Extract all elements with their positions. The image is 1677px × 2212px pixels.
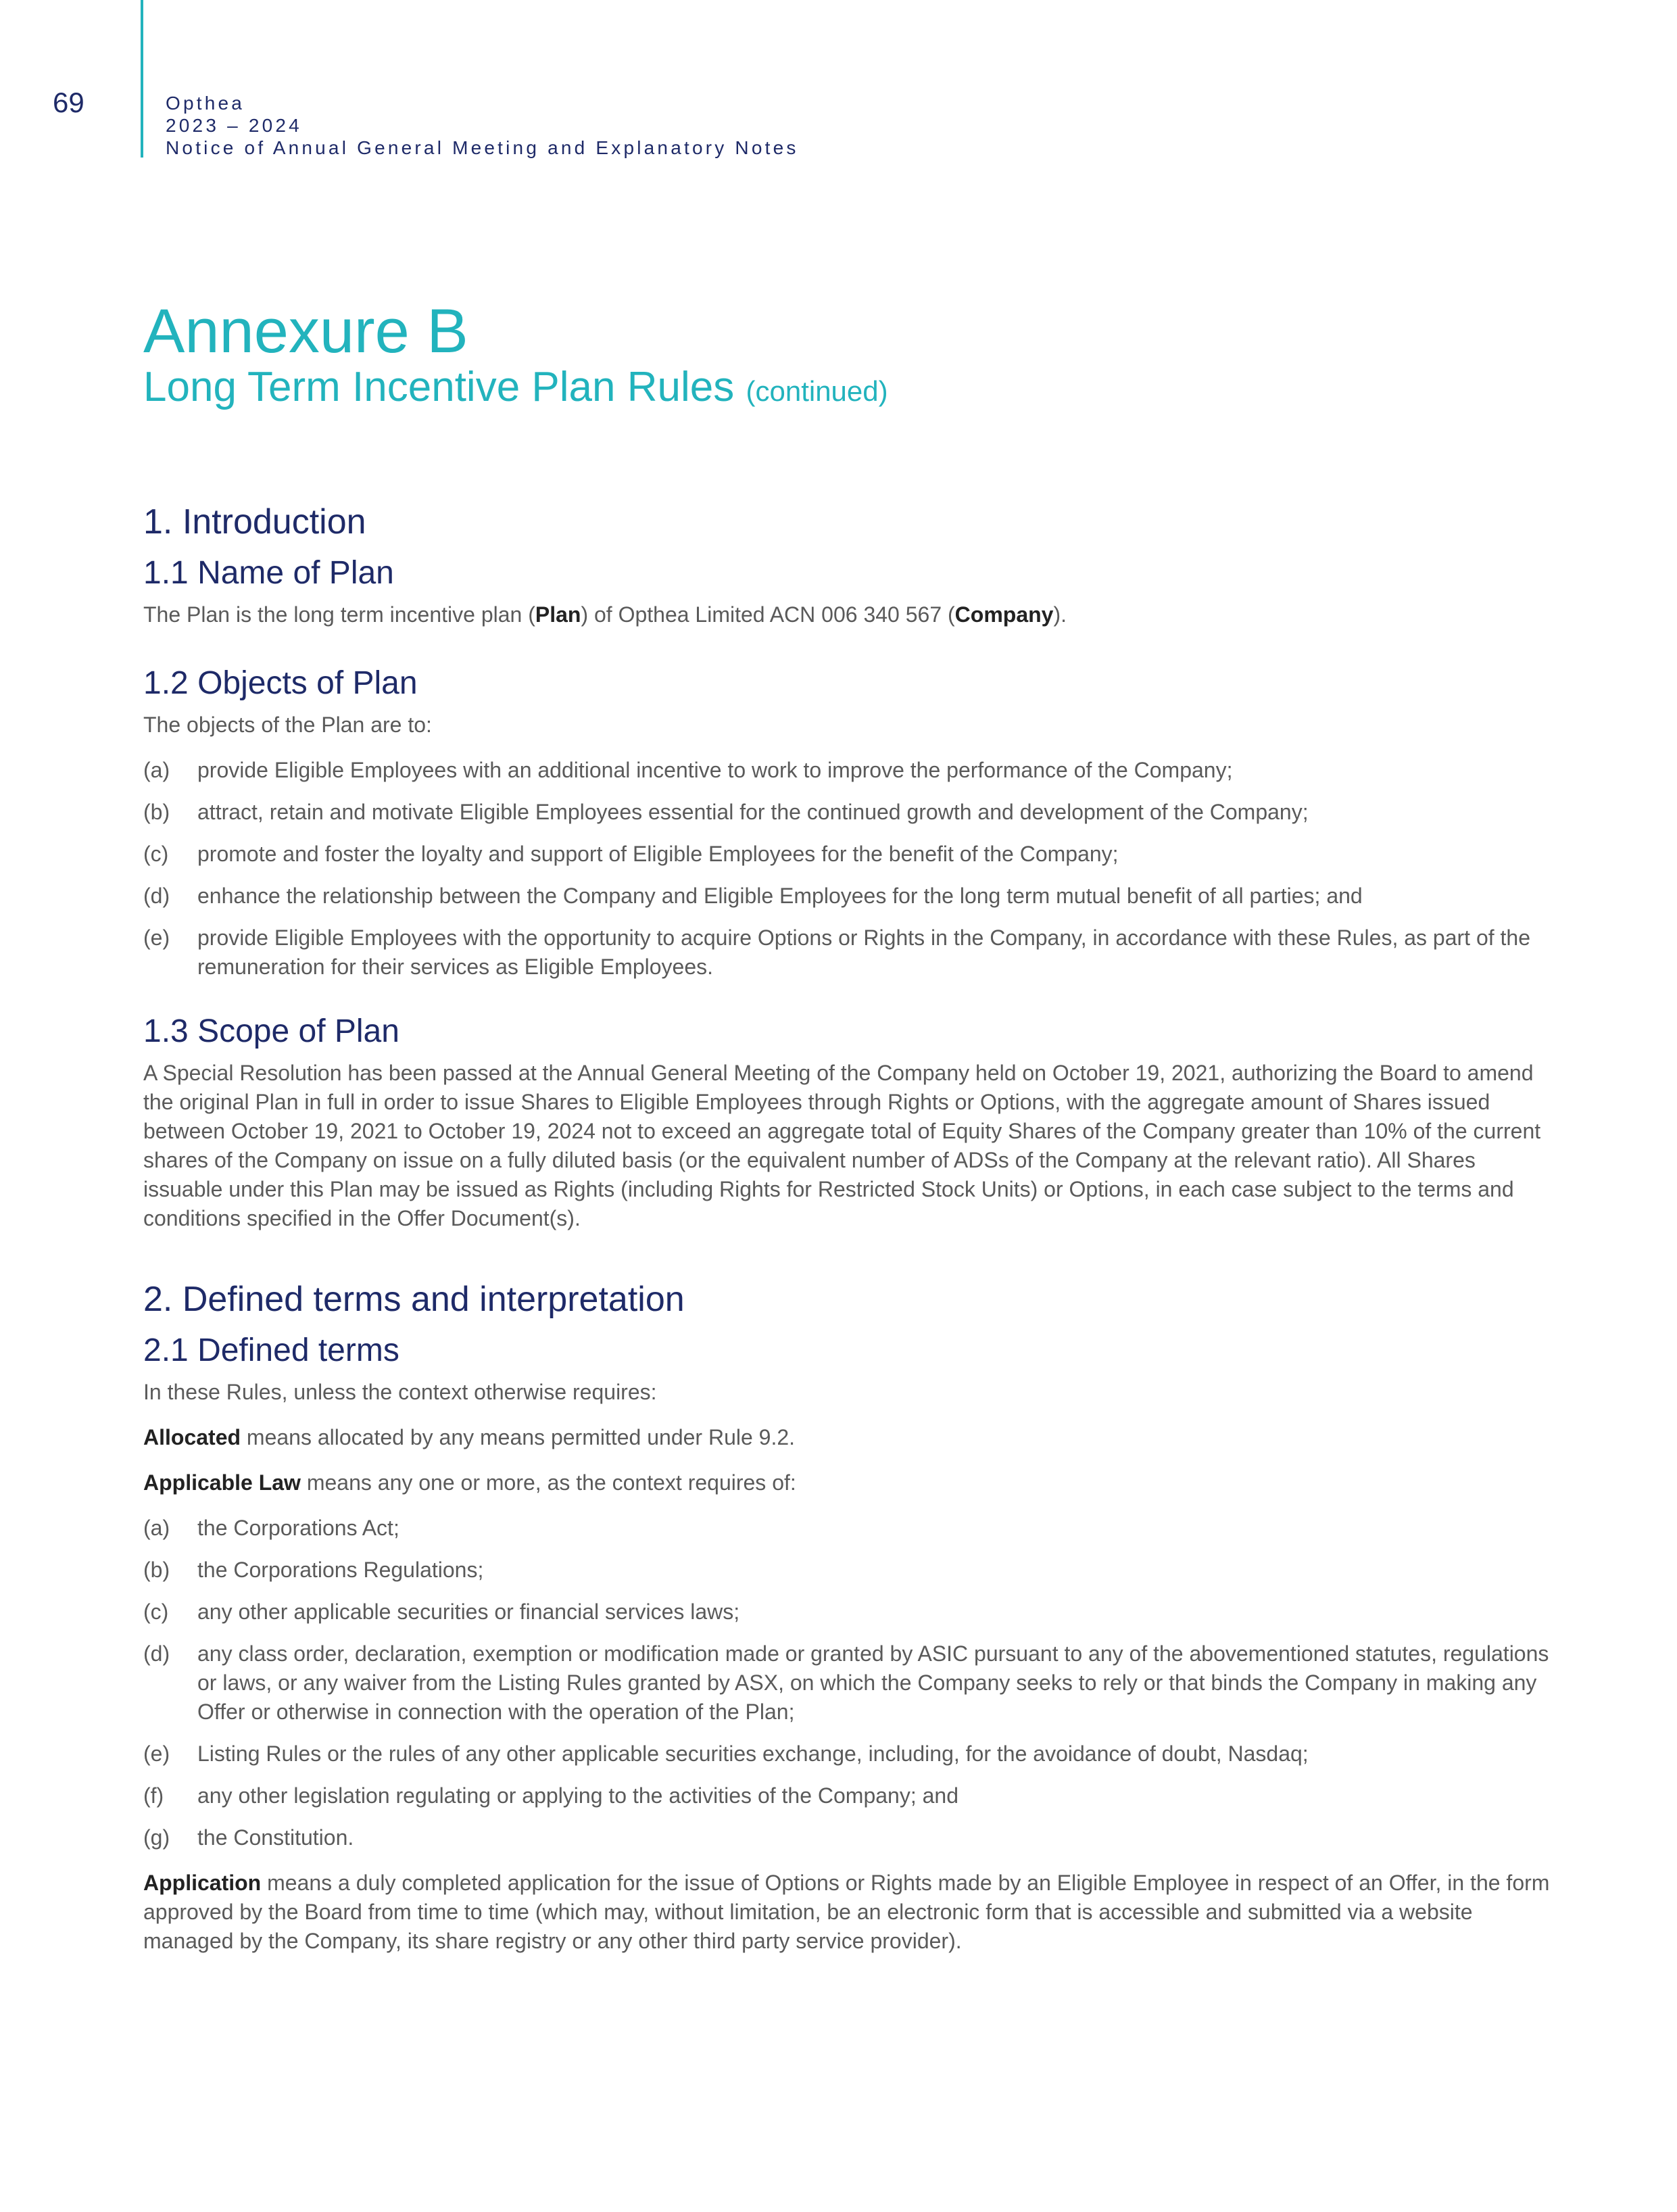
list-item <box>143 798 1556 827</box>
list-item-label: (g) <box>143 1825 170 1850</box>
list-item-label: (f) <box>143 1783 164 1808</box>
document-body <box>143 500 1556 1956</box>
list-item-label: (c) <box>143 842 169 866</box>
list-item-label: (a) <box>143 758 170 782</box>
section-2-heading: 2. Defined terms and interpretation <box>143 1280 685 1319</box>
defined-term: Allocated <box>143 1425 241 1449</box>
section-2-1-heading: 2.1 Defined terms <box>143 1332 399 1368</box>
list-item <box>143 1597 1556 1627</box>
list-item <box>143 840 1556 869</box>
header-document: Notice of Annual General Meeting and Explanatory Notes <box>166 137 799 158</box>
list-item <box>143 1739 1556 1769</box>
definition-text: means a duly completed application for the issue of Options or Rights made by an Eligible Employee in respect of an Offer, in the form approved by the Board from time to time (which may, without limitation, be an electronic form that is accessible and submitted via a website managed by the Company, its share registry or any other third party service provider). <box>143 1871 1550 1953</box>
section-1-3-text: A Special Resolution has been passed at the Annual General Meeting of the Company held on October 19, 2021, authorizing the Board to amend the original Plan in full in order to issue Shares to Eligible Employees through Rights or Options, with the aggregate amount of Shares issued between October 19, 2021 to October 19, 2024 not to exceed an aggregate total of Equity Shares of the Company greater than 10% of the current shares of the Company on issue on a fully diluted basis (or the equivalent number of ADSs of the Company at the relevant ratio). All Shares issuable under this Plan may be issued as Rights (including Rights for Restricted Stock Units) or Options, in each case subject to the terms and conditions specified in the Offer Document(s). <box>143 1061 1541 1230</box>
section-1-2-heading: 1.2 Objects of Plan <box>143 665 418 701</box>
header-years: 2023 – 2024 <box>166 115 302 136</box>
definition-text: means allocated by any means permitted under Rule 9.2. <box>241 1425 796 1449</box>
subtitle-text: Long Term Incentive Plan Rules <box>143 364 735 410</box>
subtitle-note: (continued) <box>746 375 888 407</box>
defined-term: Application <box>143 1871 262 1895</box>
list-item <box>143 1514 1556 1543</box>
page-title: Annexure B <box>143 297 468 366</box>
applicable-law-list <box>143 1514 1556 1852</box>
definition-applicable-law <box>143 1468 1556 1497</box>
page-subtitle <box>143 362 888 417</box>
list-item-label: (b) <box>143 1558 170 1582</box>
definition-text: means any one or more, as the context requires of: <box>300 1470 796 1495</box>
list-item <box>143 1639 1556 1727</box>
section-1-heading: 1. Introduction <box>143 502 366 542</box>
list-item-text: the Corporations Act; <box>197 1516 399 1540</box>
running-header <box>166 92 799 159</box>
list-item-text: enhance the relationship between the Company and Eligible Employees for the long term mutual benefit of all parties; and <box>197 884 1363 908</box>
list-item-text: attract, retain and motivate Eligible Employees essential for the continued growth and development of the Company; <box>197 800 1309 824</box>
section-1-1-heading: 1.1 Name of Plan <box>143 555 394 591</box>
list-item <box>143 1823 1556 1852</box>
list-item-label: (d) <box>143 1641 170 1666</box>
list-item-label: (b) <box>143 800 170 824</box>
text-run: ). <box>1053 602 1067 627</box>
list-item-text: any other legislation regulating or applying to the activities of the Company; and <box>197 1783 959 1808</box>
text-run: The Plan is the long term incentive plan ( <box>143 602 535 627</box>
header-company: Opthea <box>166 93 245 114</box>
list-item-text: provide Eligible Employees with an additional incentive to work to improve the performance of the Company; <box>197 758 1233 782</box>
list-item-label: (e) <box>143 1741 170 1766</box>
list-item <box>143 882 1556 911</box>
defined-term: Applicable Law <box>143 1470 301 1495</box>
section-1-3-heading: 1.3 Scope of Plan <box>143 1013 399 1049</box>
list-item-text: any class order, declaration, exemption or modification made or granted by ASIC pursuant to any of the abovementioned statutes, regulations or laws, or any waiver from the Listing Rules granted by ASX, on which the Company seeks to rely or that binds the Company in making any Offer or otherwise in connection with the operation of the Plan; <box>197 1641 1549 1724</box>
text-run: ) of Opthea Limited ACN 006 340 567 ( <box>581 602 955 627</box>
section-1-1-text <box>143 600 1556 629</box>
list-item-text: promote and foster the loyalty and support of Eligible Employees for the benefit of the Company; <box>197 842 1119 866</box>
defined-term: Company <box>954 602 1054 627</box>
definition-application <box>143 1869 1556 1956</box>
definition-allocated <box>143 1423 1556 1452</box>
list-item-text: the Constitution. <box>197 1825 354 1850</box>
page-number: 69 <box>53 87 84 118</box>
list-item-text: Listing Rules or the rules of any other applicable securities exchange, including, for the avoidance of doubt, Nasdaq; <box>197 1741 1309 1766</box>
list-item-text: the Corporations Regulations; <box>197 1558 484 1582</box>
list-item-label: (c) <box>143 1600 169 1624</box>
list-item <box>143 923 1556 982</box>
list-item <box>143 1781 1556 1810</box>
section-1-2-intro: The objects of the Plan are to: <box>143 713 432 737</box>
defined-term: Plan <box>535 602 581 627</box>
list-item-label: (a) <box>143 1516 170 1540</box>
objects-list <box>143 756 1556 982</box>
list-item-text: provide Eligible Employees with the opportunity to acquire Options or Rights in the Company, in accordance with these Rules, as part of the remuneration for their services as Eligible Employees. <box>197 925 1531 979</box>
list-item-text: any other applicable securities or financial services laws; <box>197 1600 740 1624</box>
list-item <box>143 756 1556 785</box>
list-item-label: (d) <box>143 884 170 908</box>
header-rule <box>141 0 143 158</box>
list-item <box>143 1556 1556 1585</box>
section-2-1-intro: In these Rules, unless the context otherwise requires: <box>143 1380 657 1404</box>
list-item-label: (e) <box>143 925 170 950</box>
